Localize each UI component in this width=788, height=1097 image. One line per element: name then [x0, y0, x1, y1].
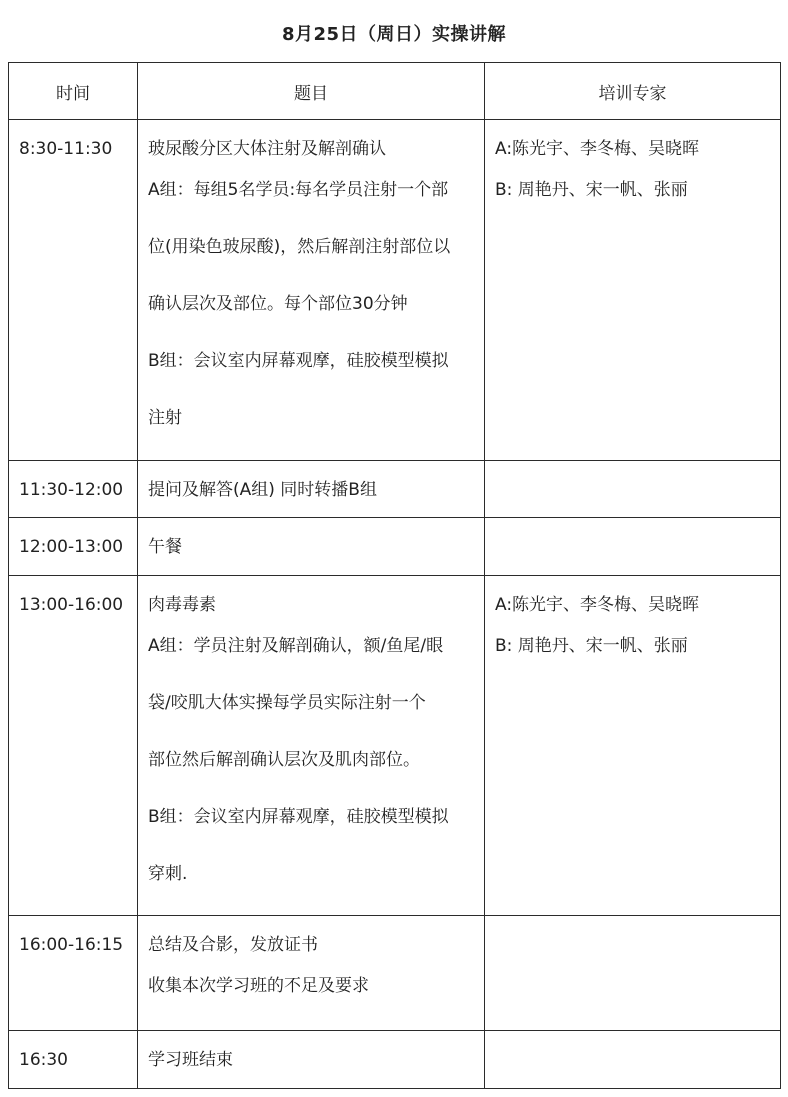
time-cell [9, 576, 138, 916]
time-cell [9, 916, 138, 1031]
time-text: 16:00-16:15 [19, 935, 124, 955]
topic-line: B组：会议室内屏幕观摩，硅胶模型模拟 [148, 351, 449, 371]
topic-line: A组：每组5名学员:每名学员注射一个部 [148, 180, 449, 200]
topic-cell [138, 1031, 485, 1089]
experts-cell [485, 916, 781, 1031]
topic-line: A组：学员注射及解剖确认，额/鱼尾/眼 [148, 636, 444, 656]
topic-line: 注射 [148, 408, 182, 428]
topic-cell [138, 576, 485, 916]
table-row [9, 120, 781, 461]
header-experts: 培训专家 [485, 63, 781, 120]
time-text: 11:30-12:00 [19, 480, 124, 500]
table-row [9, 461, 781, 518]
table-row [9, 576, 781, 916]
experts-cell [485, 461, 781, 518]
topic-line: 袋/咬肌大体实操每学员实际注射一个 [148, 693, 426, 713]
expert-line: B: 周艳丹、宋一帆、张丽 [495, 636, 688, 656]
header-time: 时间 [9, 63, 138, 120]
topic-line: 收集本次学习班的不足及要求 [148, 976, 369, 996]
expert-line: A:陈光宇、李冬梅、吴晓晖 [495, 595, 700, 615]
topic-cell [138, 916, 485, 1031]
time-cell [9, 120, 138, 461]
topic-cell [138, 120, 485, 461]
experts-cell [485, 1031, 781, 1089]
topic-line: 提问及解答(A组) 同时转播B组 [148, 480, 377, 500]
topic-line: 确认层次及部位。每个部位30分钟 [148, 294, 408, 314]
time-text: 8:30-11:30 [19, 139, 113, 159]
time-cell [9, 461, 138, 518]
topic-line: 学习班结束 [148, 1050, 233, 1070]
experts-cell [485, 576, 781, 916]
topic-line: 总结及合影，发放证书 [148, 935, 318, 955]
expert-line: A:陈光宇、李冬梅、吴晓晖 [495, 139, 700, 159]
time-cell [9, 1031, 138, 1089]
topic-line: 肉毒毒素 [148, 595, 216, 615]
schedule-table [8, 62, 781, 1089]
topic-line: 午餐 [148, 537, 182, 557]
table-row [9, 1031, 781, 1089]
time-text: 16:30 [19, 1050, 68, 1070]
page-title: 8月25日（周日）实操讲解 [281, 24, 507, 45]
table-header-row [9, 63, 781, 120]
topic-cell [138, 461, 485, 518]
experts-cell [485, 518, 781, 576]
experts-cell [485, 120, 781, 461]
topic-line: 玻尿酸分区大体注射及解剖确认 [148, 139, 386, 159]
time-text: 12:00-13:00 [19, 537, 124, 557]
table-row [9, 916, 781, 1031]
topic-cell [138, 518, 485, 576]
table-row [9, 518, 781, 576]
header-topic: 题目 [138, 63, 485, 120]
topic-line: B组：会议室内屏幕观摩，硅胶模型模拟 [148, 807, 449, 827]
time-text: 13:00-16:00 [19, 595, 124, 615]
time-cell [9, 518, 138, 576]
topic-line: 部位然后解剖确认层次及肌肉部位。 [148, 750, 420, 770]
topic-line: 位(用染色玻尿酸)，然后解剖注射部位以 [148, 237, 451, 257]
topic-line: 穿刺. [148, 864, 188, 884]
expert-line: B: 周艳丹、宋一帆、张丽 [495, 180, 688, 200]
